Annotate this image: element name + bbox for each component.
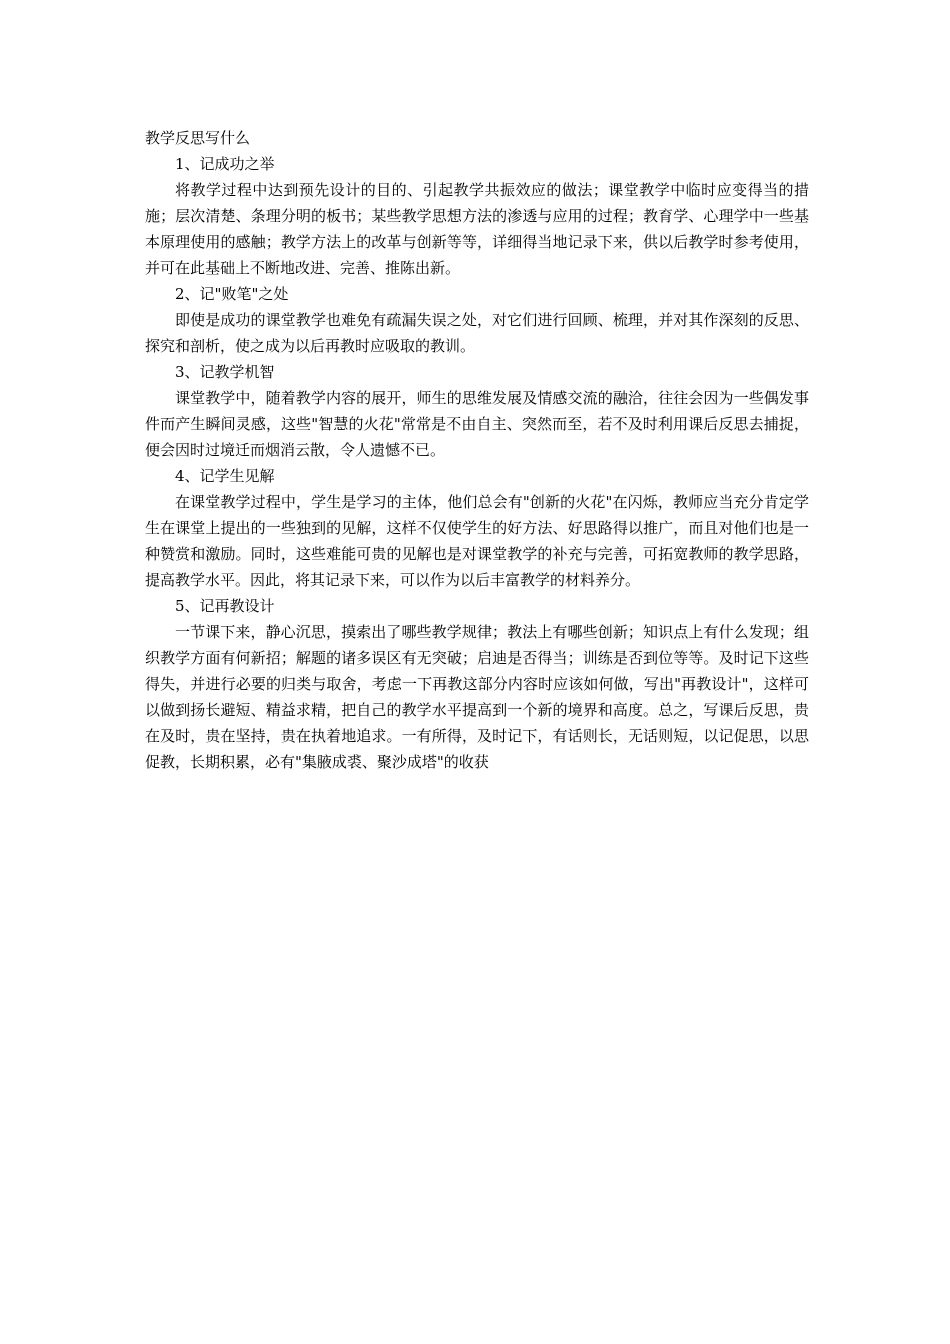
- section-heading-5: 5、记再教设计: [175, 597, 275, 615]
- document-page: [145, 125, 809, 775]
- section-body-1: 将教学过程中达到预先设计的目的、引起教学共振效应的做法；课堂教学中临时应变得当的措施；层次清楚、条理分明的板书；某些教学思想方法的渗透与应用的过程；教育学、心理学中一些基本原理使用的感触；教学方法上的改革与创新等等，详细得当地记录下来，供以后教学时参考使用，并可在此基础上不断地改进、完善、推陈出新。: [145, 181, 809, 277]
- section-body-2: 即使是成功的课堂教学也难免有疏漏失误之处，对它们进行回顾、梳理，并对其作深刻的反思、探究和剖析，使之成为以后再教时应吸取的教训。: [145, 311, 809, 355]
- section-heading-2: 2、记"败笔"之处: [175, 285, 289, 303]
- section-heading-3: 3、记教学机智: [175, 363, 275, 381]
- section-body-5: 一节课下来，静心沉思，摸索出了哪些教学规律；教法上有哪些创新；知识点上有什么发现；组织教学方面有何新招；解题的诸多误区有无突破；启迪是否得当；训练是否到位等等。及时记下这些得失，并进行必要的归类与取舍，考虑一下再教这部分内容时应该如何做，写出"再教设计"，这样可以做到扬长避短、精益求精，把自己的教学水平提高到一个新的境界和高度。总之，写课后反思，贵在及时，贵在坚持，贵在执着地追求。一有所得，及时记下，有话则长，无话则短，以记促思，以思促教，长期积累，必有"集腋成裘、聚沙成塔"的收获: [145, 623, 809, 771]
- section-heading-1: 1、记成功之举: [175, 155, 275, 173]
- section-heading-4: 4、记学生见解: [175, 467, 275, 485]
- section-body-3: 课堂教学中，随着教学内容的展开，师生的思维发展及情感交流的融洽，往往会因为一些偶发事件而产生瞬间灵感，这些"智慧的火花"常常是不由自主、突然而至，若不及时利用课后反思去捕捉，便会因时过境迁而烟消云散，令人遗憾不已。: [145, 389, 809, 459]
- section-body-4: 在课堂教学过程中，学生是学习的主体，他们总会有"创新的火花"在闪烁，教师应当充分肯定学生在课堂上提出的一些独到的见解，这样不仅使学生的好方法、好思路得以推广，而且对他们也是一种赞赏和激励。同时，这些难能可贵的见解也是对课堂教学的补充与完善，可拓宽教师的教学思路，提高教学水平。因此，将其记录下来，可以作为以后丰富教学的材料养分。: [145, 493, 809, 589]
- document-title: 教学反思写什么: [145, 129, 251, 147]
